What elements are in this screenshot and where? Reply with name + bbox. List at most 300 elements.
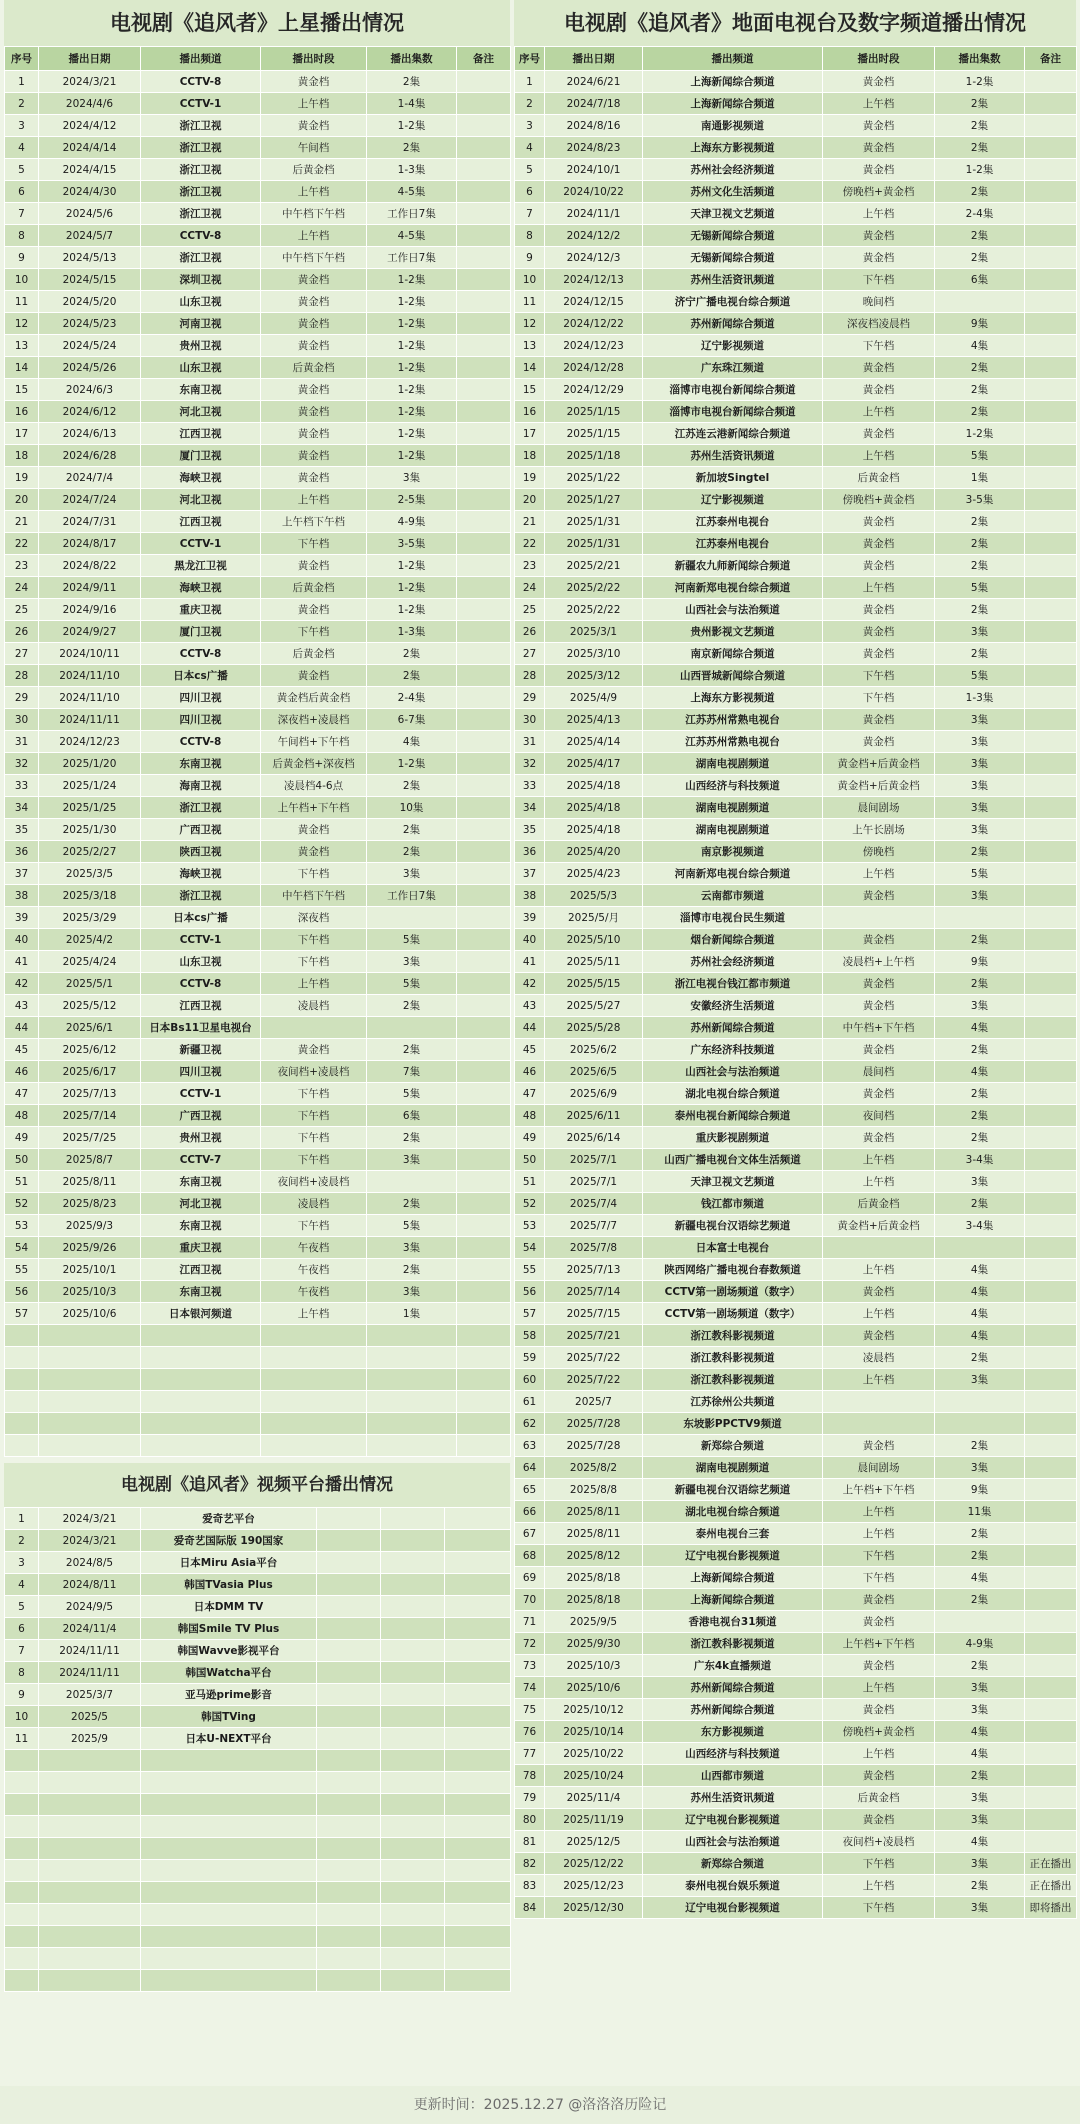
channel-cell: 苏州新闻综合频道 <box>643 1699 823 1721</box>
slot-cell: 下午档 <box>823 665 935 687</box>
channel-cell: 新疆电视台汉语综艺频道 <box>643 1215 823 1237</box>
notes-cell <box>1025 577 1077 599</box>
notes-cell <box>1025 1391 1077 1413</box>
table-row <box>5 357 511 379</box>
channel-cell: 江苏泰州电视台 <box>643 533 823 555</box>
episodes-cell: 2集 <box>935 973 1025 995</box>
notes-cell <box>445 1530 511 1552</box>
index-cell: 47 <box>5 1083 39 1105</box>
channel-cell: 上海东方影视频道 <box>643 137 823 159</box>
channel-cell: 厦门卫视 <box>141 445 261 467</box>
empty-cell <box>141 1794 317 1816</box>
slot-cell: 黄金档 <box>261 599 367 621</box>
channel-cell: 韩国Watcha平台 <box>141 1662 317 1684</box>
table-row <box>5 1706 511 1728</box>
table-row <box>515 841 1077 863</box>
channel-cell: 河北卫视 <box>141 489 261 511</box>
channel-cell: 浙江卫视 <box>141 247 261 269</box>
empty-row <box>5 1750 511 1772</box>
index-cell: 9 <box>5 1684 39 1706</box>
table-row <box>5 115 511 137</box>
channel-cell: 辽宁电视台影视频道 <box>643 1545 823 1567</box>
table-row <box>515 687 1077 709</box>
channel-cell: 浙江电视台钱江都市频道 <box>643 973 823 995</box>
episodes-cell: 1-2集 <box>367 335 457 357</box>
channel-cell: 爱奇艺平台 <box>141 1508 317 1530</box>
table-row <box>515 93 1077 115</box>
table-row <box>5 841 511 863</box>
empty-cell <box>445 1838 511 1860</box>
empty-cell <box>141 1391 261 1413</box>
table-row <box>5 819 511 841</box>
table-row <box>515 1083 1077 1105</box>
slot-cell: 黄金档 <box>823 1039 935 1061</box>
channel-cell: 广东珠江频道 <box>643 357 823 379</box>
table-row <box>515 203 1077 225</box>
episodes-cell: 5集 <box>367 973 457 995</box>
empty-cell <box>445 1816 511 1838</box>
date-cell: 2024/9/11 <box>39 577 141 599</box>
empty-cell <box>141 1970 317 1992</box>
notes-cell <box>457 929 511 951</box>
channel-cell: 四川卫视 <box>141 1061 261 1083</box>
channel-cell: 海南卫视 <box>141 775 261 797</box>
empty-cell <box>457 1369 511 1391</box>
episodes-cell: 2集 <box>935 1083 1025 1105</box>
empty-row <box>5 1816 511 1838</box>
empty-cell <box>445 1772 511 1794</box>
episodes-cell: 1集 <box>367 1303 457 1325</box>
index-cell: 65 <box>515 1479 545 1501</box>
episodes-cell: 2集 <box>367 643 457 665</box>
table-row <box>515 225 1077 247</box>
date-cell: 2025/1/30 <box>39 819 141 841</box>
table-row <box>515 445 1077 467</box>
date-cell: 2025/6/9 <box>545 1083 643 1105</box>
episodes-cell: 2集 <box>935 225 1025 247</box>
notes-cell <box>457 687 511 709</box>
table-row <box>5 709 511 731</box>
table-row <box>515 1171 1077 1193</box>
date-cell: 2024/4/14 <box>39 137 141 159</box>
empty-cell <box>39 1413 141 1435</box>
satellite-header-row <box>5 47 511 71</box>
slot-cell: 黄金档 <box>823 621 935 643</box>
empty-row <box>5 1838 511 1860</box>
table-row <box>515 1105 1077 1127</box>
table-row <box>5 269 511 291</box>
col-header-episodes: 播出集数 <box>367 47 457 71</box>
table-row <box>5 313 511 335</box>
date-cell: 2025/2/27 <box>39 841 141 863</box>
channel-cell: 河北卫视 <box>141 1193 261 1215</box>
date-cell: 2025/9 <box>39 1728 141 1750</box>
index-cell: 60 <box>515 1369 545 1391</box>
channel-cell: 泰州电视台三套 <box>643 1523 823 1545</box>
notes-cell <box>1025 1655 1077 1677</box>
index-cell: 39 <box>5 907 39 929</box>
date-cell: 2025/12/30 <box>545 1897 643 1919</box>
index-cell: 56 <box>515 1281 545 1303</box>
table-row <box>515 1787 1077 1809</box>
episodes-cell: 2集 <box>367 71 457 93</box>
episodes-cell: 3集 <box>367 863 457 885</box>
channel-cell: CCTV-8 <box>141 731 261 753</box>
channel-cell: 辽宁电视台影视频道 <box>643 1809 823 1831</box>
col-header-channel: 播出频道 <box>643 47 823 71</box>
empty-cell <box>445 1904 511 1926</box>
episodes-cell: 2集 <box>367 665 457 687</box>
episodes-cell: 1-2集 <box>367 423 457 445</box>
table-row <box>515 1259 1077 1281</box>
notes-cell <box>457 1083 511 1105</box>
slot-cell: 深夜档+凌晨档 <box>261 709 367 731</box>
channel-cell: 贵州影视文艺频道 <box>643 621 823 643</box>
date-cell: 2025/5/3 <box>545 885 643 907</box>
index-cell: 4 <box>515 137 545 159</box>
channel-cell: 泰州电视台新闻综合频道 <box>643 1105 823 1127</box>
date-cell: 2025/10/24 <box>545 1765 643 1787</box>
table-row <box>515 181 1077 203</box>
slot-cell: 上午档 <box>261 225 367 247</box>
episodes-cell: 4集 <box>935 1061 1025 1083</box>
channel-cell: 韩国Smile TV Plus <box>141 1618 317 1640</box>
episodes-cell: 1-2集 <box>367 555 457 577</box>
date-cell: 2025/6/12 <box>39 1039 141 1061</box>
table-row <box>515 1633 1077 1655</box>
empty-cell <box>457 1413 511 1435</box>
index-cell: 55 <box>515 1259 545 1281</box>
empty-cell <box>381 1970 445 1992</box>
episodes-cell: 4-5集 <box>367 225 457 247</box>
table-row <box>5 203 511 225</box>
slot-cell: 深夜档 <box>261 907 367 929</box>
index-cell: 62 <box>515 1413 545 1435</box>
slot-cell: 夜间档+凌晨档 <box>261 1171 367 1193</box>
slot-cell: 午间档+下午档 <box>261 731 367 753</box>
table-row <box>5 885 511 907</box>
empty-cell <box>5 1882 39 1904</box>
channel-cell: 江西卫视 <box>141 1259 261 1281</box>
notes-cell <box>445 1684 511 1706</box>
slot-cell: 黄金档 <box>823 973 935 995</box>
episodes-cell: 2集 <box>935 1875 1025 1897</box>
slot-cell: 午夜档 <box>261 1259 367 1281</box>
slot-cell: 后黄金档 <box>823 1787 935 1809</box>
notes-cell <box>457 731 511 753</box>
channel-cell: 广西卫视 <box>141 1105 261 1127</box>
episodes-cell: 3集 <box>367 1149 457 1171</box>
table-row <box>515 1281 1077 1303</box>
index-cell: 14 <box>515 357 545 379</box>
ground-table <box>514 46 1077 1919</box>
satellite-table-body <box>5 71 511 1457</box>
empty-cell <box>141 1369 261 1391</box>
index-cell: 40 <box>515 929 545 951</box>
channel-cell: 江西卫视 <box>141 511 261 533</box>
channel-cell: 湖南电视剧频道 <box>643 1457 823 1479</box>
empty-row <box>5 1794 511 1816</box>
table-row <box>5 1618 511 1640</box>
date-cell: 2025/8/11 <box>545 1501 643 1523</box>
channel-cell: 日本Bs11卫星电视台 <box>141 1017 261 1039</box>
table-row <box>5 753 511 775</box>
episodes-cell <box>935 1611 1025 1633</box>
date-cell: 2025/9/3 <box>39 1215 141 1237</box>
episodes-cell: 3集 <box>935 621 1025 643</box>
slot-cell: 黄金档 <box>823 731 935 753</box>
empty-cell <box>141 1860 317 1882</box>
index-cell: 43 <box>515 995 545 1017</box>
table-row <box>515 1413 1077 1435</box>
index-cell: 57 <box>5 1303 39 1325</box>
episodes-cell: 4集 <box>367 731 457 753</box>
channel-cell: 日本cs广播 <box>141 665 261 687</box>
index-cell: 41 <box>515 951 545 973</box>
channel-cell: 新郑综合频道 <box>643 1435 823 1457</box>
channel-cell: 江苏苏州常熟电视台 <box>643 709 823 731</box>
date-cell: 2025/3/12 <box>545 665 643 687</box>
channel-cell: 辽宁影视频道 <box>643 335 823 357</box>
index-cell: 63 <box>515 1435 545 1457</box>
episodes-cell: 2集 <box>367 137 457 159</box>
index-cell: 34 <box>5 797 39 819</box>
table-row <box>515 1545 1077 1567</box>
index-cell: 58 <box>515 1325 545 1347</box>
channel-cell: CCTV第一剧场频道（数字） <box>643 1281 823 1303</box>
notes-cell <box>1025 885 1077 907</box>
slot-cell: 黄金档 <box>261 819 367 841</box>
slot-cell: 上午档 <box>823 401 935 423</box>
table-row <box>5 1574 511 1596</box>
index-cell: 78 <box>515 1765 545 1787</box>
channel-cell: 广东经济科技频道 <box>643 1039 823 1061</box>
date-cell: 2025/8/23 <box>39 1193 141 1215</box>
episodes-cell: 1-2集 <box>935 423 1025 445</box>
notes-cell <box>1025 1303 1077 1325</box>
slot-cell: 凌晨档 <box>823 1347 935 1369</box>
episodes-cell: 1-4集 <box>367 93 457 115</box>
date-cell: 2025/7/15 <box>545 1303 643 1325</box>
episodes-cell: 4集 <box>935 1281 1025 1303</box>
episodes-cell: 2集 <box>935 1545 1025 1567</box>
empty-cell <box>381 1750 445 1772</box>
table-row <box>5 995 511 1017</box>
table-row <box>515 1743 1077 1765</box>
table-row <box>515 379 1077 401</box>
update-footer: 更新时间：2025.12.27 @洛洛洛历险记 <box>0 2086 1080 2124</box>
episodes-cell: 2集 <box>935 511 1025 533</box>
table-row <box>5 511 511 533</box>
date-cell: 2024/12/23 <box>39 731 141 753</box>
notes-cell <box>1025 313 1077 335</box>
date-cell: 2025/5/15 <box>545 973 643 995</box>
episodes-cell: 2集 <box>935 379 1025 401</box>
slot-cell <box>823 1237 935 1259</box>
channel-cell: 日本Miru Asia平台 <box>141 1552 317 1574</box>
slot-cell: 下午档 <box>261 533 367 555</box>
empty-cell <box>317 1948 381 1970</box>
slot-cell: 黄金档 <box>823 1127 935 1149</box>
channel-cell: 四川卫视 <box>141 709 261 731</box>
date-cell: 2024/8/16 <box>545 115 643 137</box>
notes-cell <box>1025 1369 1077 1391</box>
empty-cell <box>39 1904 141 1926</box>
episodes-cell: 5集 <box>935 665 1025 687</box>
slot-cell: 黄金档 <box>823 159 935 181</box>
table-row <box>515 1589 1077 1611</box>
index-cell: 2 <box>5 93 39 115</box>
episodes-cell <box>935 1413 1025 1435</box>
notes-cell <box>1025 1347 1077 1369</box>
date-cell: 2025/4/20 <box>545 841 643 863</box>
channel-cell: CCTV-1 <box>141 929 261 951</box>
notes-cell <box>457 1061 511 1083</box>
channel-cell: 安徽经济生活频道 <box>643 995 823 1017</box>
slot-cell: 上午档 <box>261 181 367 203</box>
notes-cell <box>457 1237 511 1259</box>
table-row <box>5 1596 511 1618</box>
empty-cell <box>5 1347 39 1369</box>
index-cell: 23 <box>515 555 545 577</box>
platform-table <box>4 1507 511 1992</box>
empty-cell <box>445 1970 511 1992</box>
index-cell: 55 <box>5 1259 39 1281</box>
channel-cell: 山西社会与法治频道 <box>643 599 823 621</box>
slot-cell: 上午档 <box>823 1501 935 1523</box>
slot-cell: 凌晨档4-6点 <box>261 775 367 797</box>
index-cell: 72 <box>515 1633 545 1655</box>
channel-cell: 东南卫视 <box>141 379 261 401</box>
notes-cell <box>1025 291 1077 313</box>
date-cell: 2024/5/24 <box>39 335 141 357</box>
date-cell: 2025/4/14 <box>545 731 643 753</box>
index-cell: 14 <box>5 357 39 379</box>
episodes-cell <box>381 1618 445 1640</box>
table-row <box>515 1369 1077 1391</box>
empty-cell <box>261 1325 367 1347</box>
episodes-cell: 1-3集 <box>367 159 457 181</box>
index-cell: 53 <box>515 1215 545 1237</box>
channel-cell: 云南都市频道 <box>643 885 823 907</box>
table-row <box>515 335 1077 357</box>
notes-cell <box>457 1215 511 1237</box>
date-cell: 2024/5/20 <box>39 291 141 313</box>
date-cell: 2025/6/14 <box>545 1127 643 1149</box>
table-row <box>515 1809 1077 1831</box>
episodes-cell <box>381 1596 445 1618</box>
notes-cell <box>1025 687 1077 709</box>
slot-cell: 黄金档 <box>261 115 367 137</box>
date-cell: 2024/11/1 <box>545 203 643 225</box>
table-row <box>515 1765 1077 1787</box>
slot-cell: 后黄金档 <box>261 643 367 665</box>
table-row <box>515 71 1077 93</box>
date-cell: 2025/3/5 <box>39 863 141 885</box>
table-row <box>515 533 1077 555</box>
table-row <box>515 797 1077 819</box>
ground-title: 电视剧《追风者》地面电视台及数字频道播出情况 <box>514 0 1076 46</box>
date-cell: 2025/1/15 <box>545 423 643 445</box>
satellite-table <box>4 46 511 1457</box>
table-row <box>5 1259 511 1281</box>
index-cell: 81 <box>515 1831 545 1853</box>
notes-cell <box>1025 973 1077 995</box>
episodes-cell <box>381 1728 445 1750</box>
episodes-cell: 11集 <box>935 1501 1025 1523</box>
channel-cell: 日本cs广播 <box>141 907 261 929</box>
index-cell: 2 <box>515 93 545 115</box>
index-cell: 35 <box>5 819 39 841</box>
slot-cell: 傍晚档+黄金档 <box>823 181 935 203</box>
episodes-cell: 5集 <box>367 929 457 951</box>
date-cell: 2024/8/22 <box>39 555 141 577</box>
empty-cell <box>317 1882 381 1904</box>
episodes-cell: 4集 <box>935 1259 1025 1281</box>
notes-cell <box>457 159 511 181</box>
date-cell: 2025/5/12 <box>39 995 141 1017</box>
slot-cell: 午夜档 <box>261 1281 367 1303</box>
date-cell: 2024/5/23 <box>39 313 141 335</box>
index-cell: 19 <box>5 467 39 489</box>
slot-cell: 凌晨档 <box>261 995 367 1017</box>
index-cell: 57 <box>515 1303 545 1325</box>
channel-cell: CCTV-7 <box>141 1149 261 1171</box>
empty-row <box>5 1904 511 1926</box>
date-cell: 2025/1/25 <box>39 797 141 819</box>
index-cell: 28 <box>515 665 545 687</box>
table-row <box>515 753 1077 775</box>
slot-cell: 下午档 <box>823 269 935 291</box>
index-cell: 8 <box>5 225 39 247</box>
empty-cell <box>317 1794 381 1816</box>
table-row <box>515 1325 1077 1347</box>
slot-cell: 黄金档 <box>261 401 367 423</box>
slot-cell <box>823 1413 935 1435</box>
index-cell: 22 <box>515 533 545 555</box>
empty-cell <box>5 1860 39 1882</box>
table-row <box>5 1193 511 1215</box>
index-cell: 39 <box>515 907 545 929</box>
table-row <box>5 1237 511 1259</box>
episodes-cell <box>381 1640 445 1662</box>
date-cell: 2025/12/22 <box>545 1853 643 1875</box>
index-cell: 52 <box>5 1193 39 1215</box>
slot-cell <box>261 1017 367 1039</box>
episodes-cell: 1-2集 <box>367 379 457 401</box>
notes-cell <box>1025 269 1077 291</box>
index-cell: 19 <box>515 467 545 489</box>
index-cell: 45 <box>515 1039 545 1061</box>
index-cell: 70 <box>515 1589 545 1611</box>
notes-cell <box>1025 335 1077 357</box>
slot-cell: 上午档 <box>261 93 367 115</box>
notes-cell: 即将播出 <box>1025 1897 1077 1919</box>
empty-cell <box>457 1435 511 1457</box>
channel-cell: 南京影视频道 <box>643 841 823 863</box>
date-cell: 2024/5/13 <box>39 247 141 269</box>
date-cell: 2024/9/5 <box>39 1596 141 1618</box>
date-cell: 2024/7/4 <box>39 467 141 489</box>
notes-cell <box>1025 1699 1077 1721</box>
episodes-cell <box>381 1530 445 1552</box>
episodes-cell: 3集 <box>935 1699 1025 1721</box>
date-cell: 2025/8/12 <box>545 1545 643 1567</box>
notes-cell <box>457 841 511 863</box>
channel-cell: 南京新闻综合频道 <box>643 643 823 665</box>
slot-cell: 黄金档 <box>823 533 935 555</box>
date-cell: 2024/12/15 <box>545 291 643 313</box>
